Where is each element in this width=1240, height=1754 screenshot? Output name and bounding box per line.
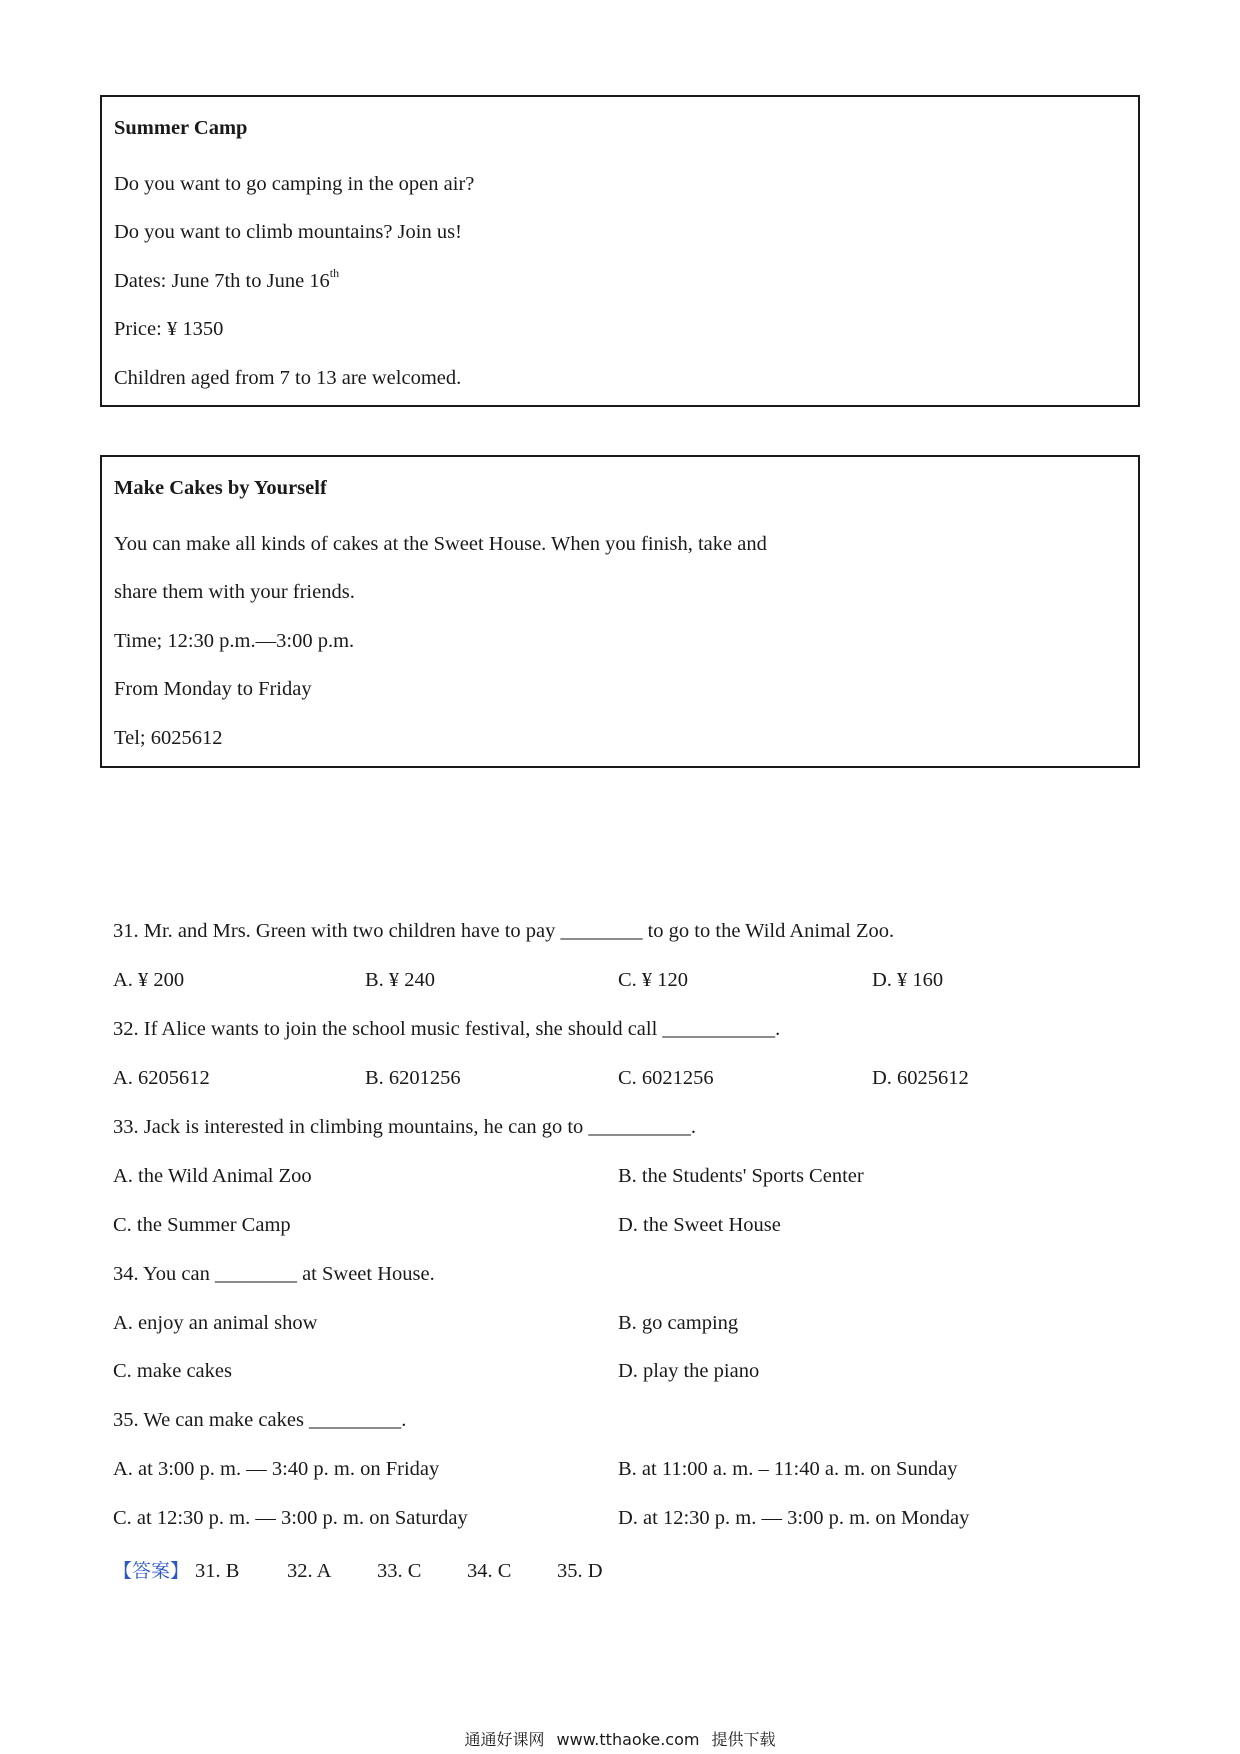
question-31: 31. Mr. and Mrs. Green with two children have to pay ________ to go to the Wild Animal Zoo. [113, 920, 895, 942]
make-cakes-line-2: share them with your friends. [114, 581, 355, 604]
question-32: 32. If Alice wants to join the school music festival, she should call ___________. [113, 1018, 781, 1040]
answer-key [113, 1556, 647, 1583]
question-33-option-c: C. the Summer Camp [113, 1214, 291, 1236]
summer-camp-title: Summer Camp [114, 117, 248, 139]
page-footer [0, 1727, 1240, 1750]
question-31-option-a: A. ¥ 200 [113, 969, 185, 991]
question-35-option-b: B. at 11:00 a. m. – 11:40 a. m. on Sunday [618, 1458, 958, 1480]
make-cakes-time: Time; 12:30 p.m.—3:00 p.m. [114, 629, 355, 652]
summer-camp-dates-text: Dates: June 7th to June 16 [114, 269, 330, 292]
summer-camp-ages: Children aged from 7 to 13 are welcomed. [114, 366, 462, 389]
question-33-option-d: D. the Sweet House [618, 1214, 781, 1236]
make-cakes-tel: Tel; 6025612 [114, 726, 223, 749]
answer-item: 31. B [195, 1560, 240, 1582]
question-34-option-b: B. go camping [618, 1312, 739, 1334]
summer-camp-line-2: Do you want to climb mountains? Join us! [114, 221, 462, 244]
summer-camp-dates [114, 257, 1126, 306]
question-35-option-d: D. at 12:30 p. m. — 3:00 p. m. on Monday [618, 1507, 970, 1529]
question-31-option-c: C. ¥ 120 [618, 969, 689, 991]
footer-note: 提供下载 [711, 1730, 776, 1749]
question-35-option-a: A. at 3:00 p. m. — 3:40 p. m. on Friday [113, 1458, 440, 1480]
summer-camp-box [100, 95, 1140, 407]
answer-item: 32. A [287, 1560, 332, 1582]
question-33: 33. Jack is interested in climbing mountains, he can go to __________. [113, 1116, 697, 1138]
question-32-option-c: C. 6021256 [618, 1067, 714, 1089]
make-cakes-line-1: You can make all kinds of cakes at the Sweet House. When you finish, take and [114, 532, 767, 555]
make-cakes-title: Make Cakes by Yourself [114, 477, 327, 499]
summer-camp-price: Price: ¥ 1350 [114, 318, 224, 341]
question-31-option-d: D. ¥ 160 [872, 969, 944, 991]
answer-item: 34. C [467, 1560, 512, 1582]
question-34-option-c: C. make cakes [113, 1360, 232, 1382]
summer-camp-line-1: Do you want to go camping in the open air? [114, 172, 475, 195]
question-34-option-a: A. enjoy an animal show [113, 1312, 318, 1334]
question-33-option-a: A. the Wild Animal Zoo [113, 1165, 312, 1187]
make-cakes-days: From Monday to Friday [114, 678, 312, 701]
question-33-option-b: B. the Students' Sports Center [618, 1165, 864, 1187]
make-cakes-box [100, 455, 1140, 768]
answer-item: 35. D [557, 1560, 603, 1582]
question-32-option-d: D. 6025612 [872, 1067, 969, 1089]
summer-camp-dates-suffix: th [329, 265, 340, 280]
answer-label: 【答案】 [113, 1560, 190, 1582]
question-34-option-d: D. play the piano [618, 1360, 760, 1382]
footer-site-name: 通通好课网 [464, 1730, 545, 1749]
question-32-option-a: A. 6205612 [113, 1067, 210, 1089]
question-35-option-c: C. at 12:30 p. m. — 3:00 p. m. on Saturday [113, 1507, 468, 1529]
question-32-option-b: B. 6201256 [365, 1067, 461, 1089]
answer-item: 33. C [377, 1560, 422, 1582]
question-31-option-b: B. ¥ 240 [365, 969, 436, 991]
question-34: 34. You can ________ at Sweet House. [113, 1263, 435, 1285]
footer-url[interactable]: www.tthaoke.com [556, 1730, 700, 1749]
question-35: 35. We can make cakes _________. [113, 1409, 407, 1431]
